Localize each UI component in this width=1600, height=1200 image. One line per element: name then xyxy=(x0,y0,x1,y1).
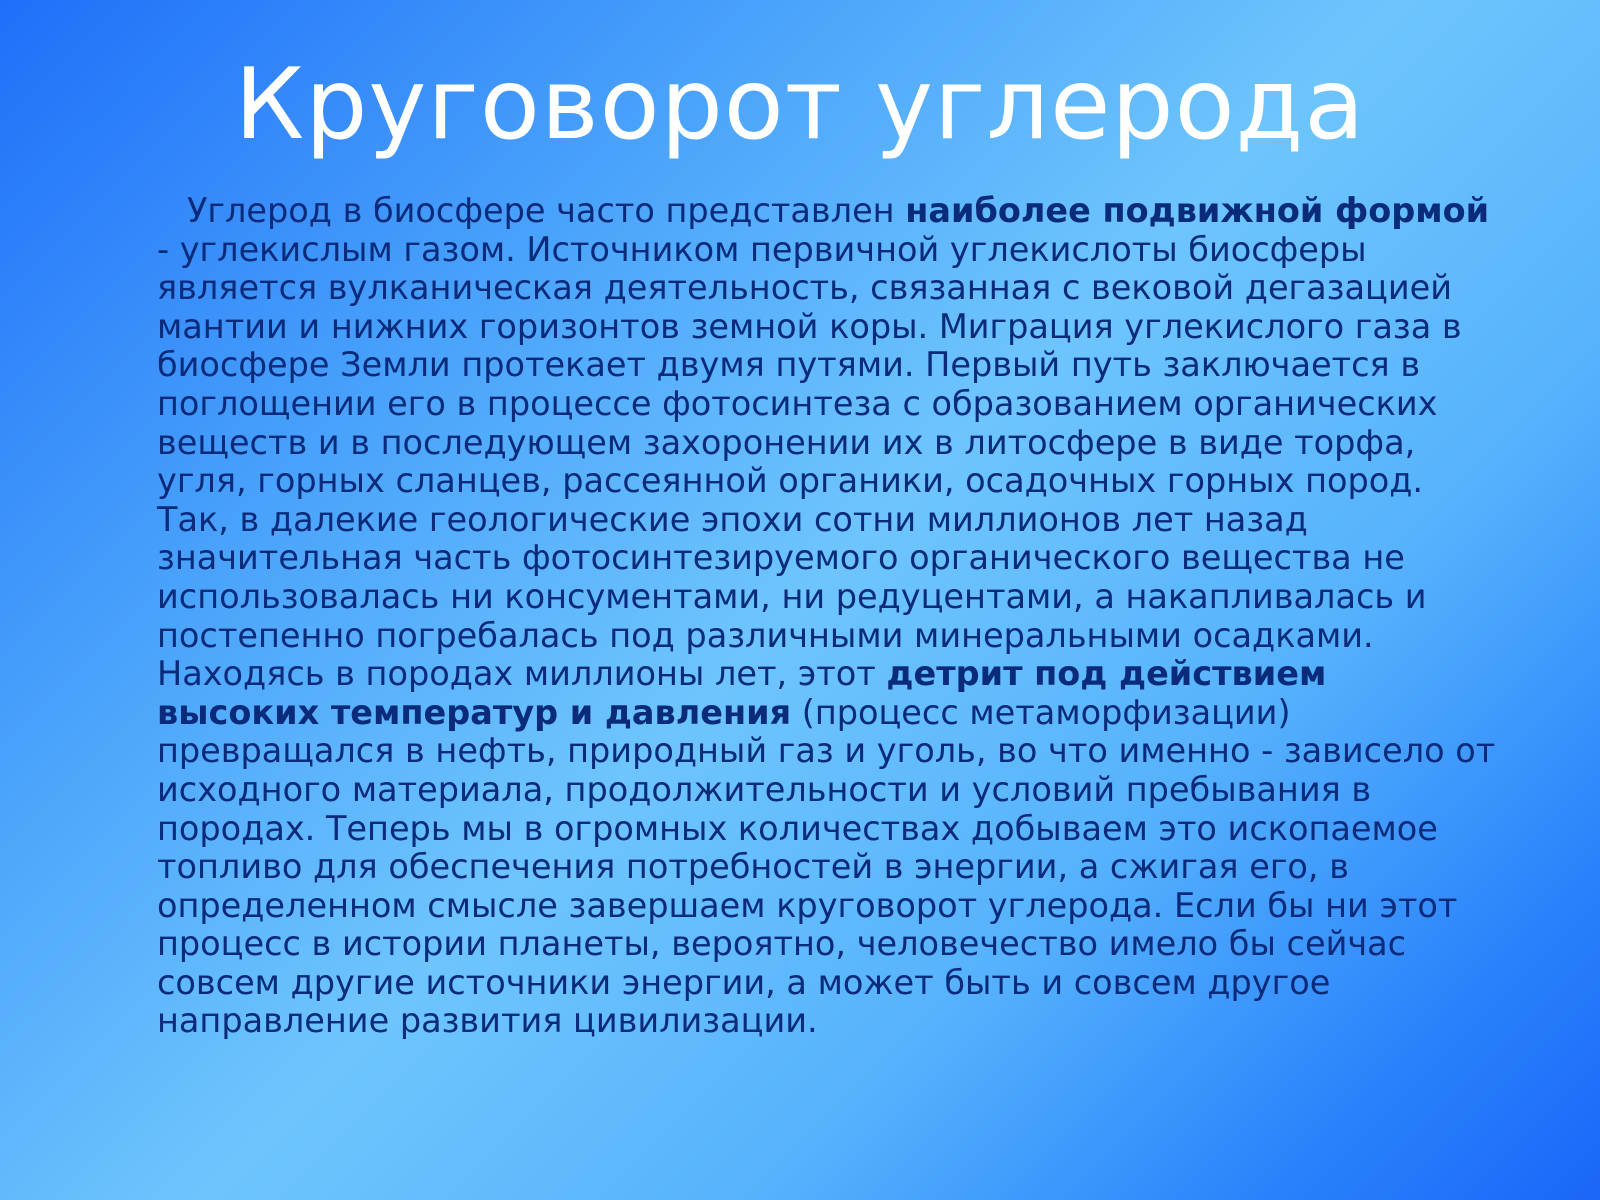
slide-title: Круговорот углерода xyxy=(234,48,1366,162)
text-run: - углекислым газом. Источником первичной углекислоты биосферы является вулканическая деятельность, связанная с вековой дегазацией мантии и нижних горизонтов земной коры. Миграция углекислого газа в биосфере Земли протекает двумя путями. Первый путь заключается в поглощении его в процессе фотосинтеза с образованием органических веществ и в последующем захоронении их в литосфере в виде торфа, угля, горных сланцев, рассеянной органики, осадочных горных пород. Так, в далекие геологические эпохи сотни миллионов лет назад значительная часть фотосинтезируемого органического вещества не использовалась ни консументами, ни редуцентами, а накапливалась и постепенно погребалась под различными минеральными осадками. Находясь в породах миллионы лет, этот xyxy=(157,229,1462,694)
bold-text-run: детрит под действием высоких температур и давления xyxy=(157,654,1327,732)
text-run: Углерод в биосфере часто представлен xyxy=(187,191,906,230)
slide-body-text xyxy=(157,192,1497,1041)
text-run: (процесс метаморфизации) превращался в нефть, природный газ и уголь, во что именно - зависело от исходного материала, продолжительности и условий пребывания в породах. Теперь мы в огромных количествах добываем это ископаемое топливо для обеспечения потребностей в энергии, а сжигая его, в определенном смысле завершаем круговорот углерода. Если бы ни этот процесс в истории планеты, вероятно, человечество имело бы сейчас совсем другие источники энергии, а может быть и совсем другое направление развития цивилизации. xyxy=(157,692,1496,1041)
bold-text-run: наиболее подвижной формой xyxy=(905,191,1490,230)
